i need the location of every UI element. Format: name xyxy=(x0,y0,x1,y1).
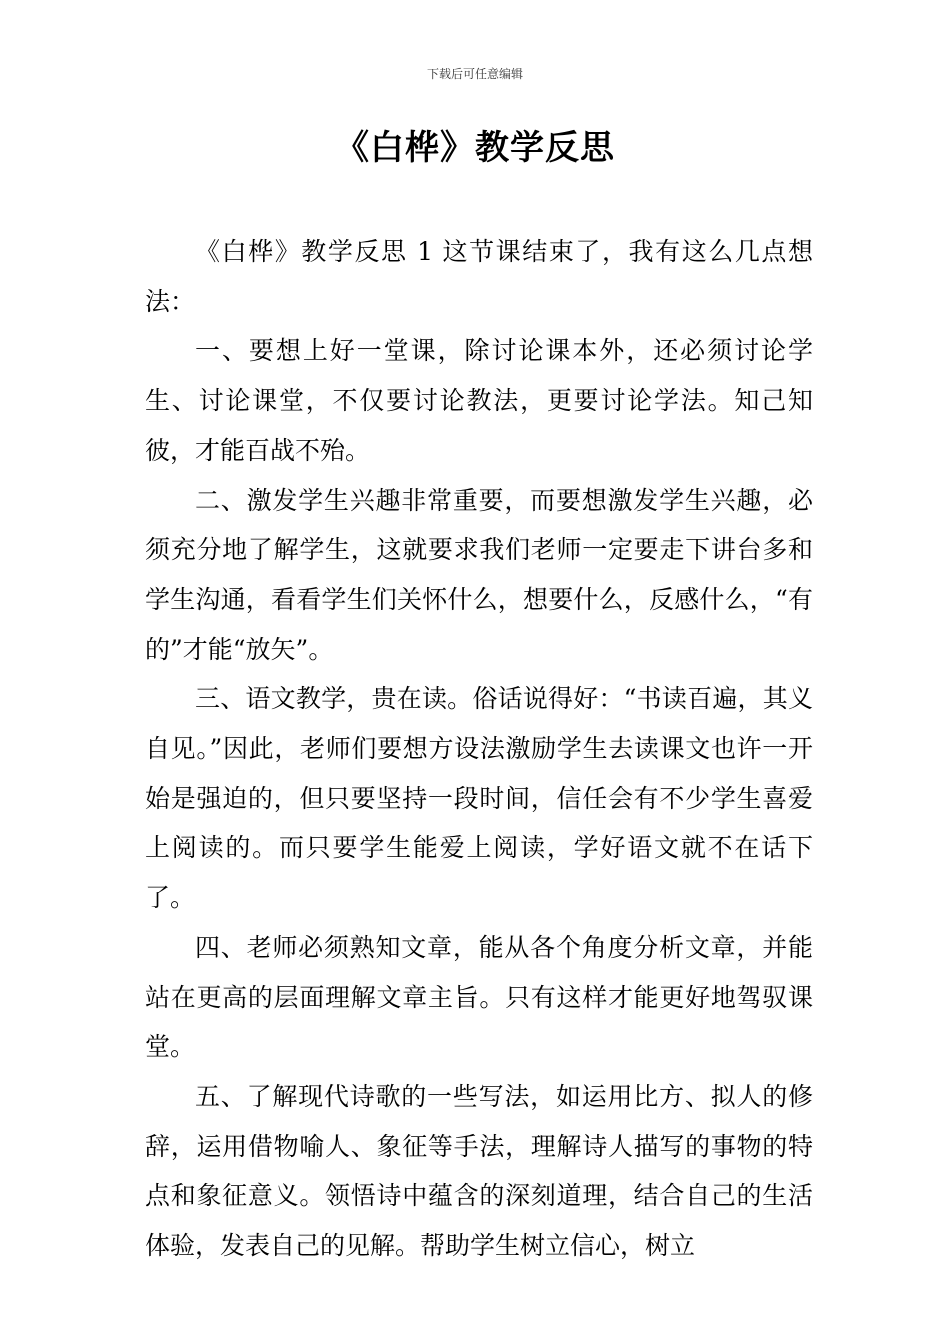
document-title: 《白桦》教学反思 xyxy=(335,128,615,168)
paragraph-point-4: 四、老师必须熟知文章，能从各个角度分析文章，并能站在更高的层面理解文章主旨。只有这样才能更好地驾驭课堂。 xyxy=(145,932,813,1062)
paragraph-point-5: 五、了解现代诗歌的一些写法，如运用比方、拟人的修辞，运用借物喻人、象征等手法，理解诗人描写的事物的特点和象征意义。领悟诗中蕴含的深刻道理，结合自己的生活体验，发表自己的见解。帮助学生树立信心，树立 xyxy=(145,1081,813,1261)
paragraph-point-3: 三、语文教学，贵在读。俗话说得好：“书读百遍，其义自见。”因此，老师们要想方设法激励学生去读课文也许一开始是强迫的，但只要坚持一段时间，信任会有不少学生喜爱上阅读的。而只要学生能爱上阅读，学好语文就不在话下了。 xyxy=(145,684,813,913)
paragraph-point-2: 二、激发学生兴趣非常重要，而要想激发学生兴趣，必须充分地了解学生，这就要求我们老师一定要走下讲台多和学生沟通，看看学生们关怀什么，想要什么，反感什么，“有的”才能“放矢”。 xyxy=(145,485,813,664)
header-note: 下载后可任意编辑 xyxy=(426,67,523,81)
paragraph-intro: 《白桦》教学反思 1 这节课结束了，我有这么几点想法： xyxy=(145,237,813,316)
paragraph-point-1: 一、要想上好一堂课，除讨论课本外，还必须讨论学生、讨论课堂，不仅要讨论教法，更要讨论学法。知己知彼，才能百战不殆。 xyxy=(145,336,813,465)
document-body xyxy=(145,227,813,1271)
